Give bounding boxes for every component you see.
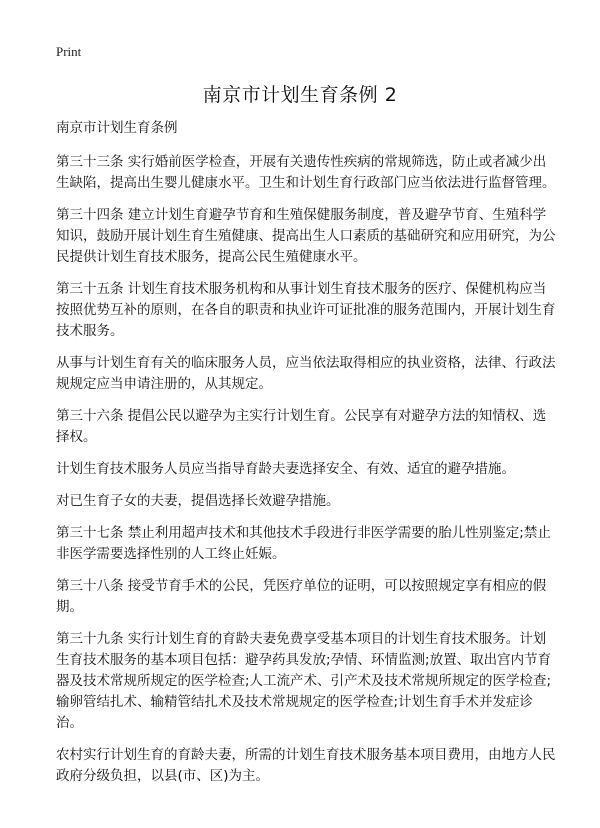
article-38-paragraph: 第三十八条 接受节育手术的公民，凭医疗单位的证明，可以按照规定享有相应的假期。: [56, 578, 547, 615]
print-link[interactable]: Print: [56, 44, 82, 59]
article-36-clause-2-paragraph: 计划生育技术服务人员应当指导育龄夫妻选择安全、有效、适宜的避孕措施。: [56, 461, 515, 477]
document-subtitle: 南京市计划生育条例: [56, 120, 178, 136]
page-title: 南京市计划生育条例 2: [202, 84, 398, 106]
article-33-paragraph: 第三十三条 实行婚前医学检查，开展有关遗传性疾病的常规筛选，防止或者减少出生缺陷，提高出生婴儿健康水平。卫生和计划生育行政部门应当依法进行监督管理。: [56, 154, 556, 191]
article-39-paragraph: 第三十九条 实行计划生育的育龄夫妻免费享受基本项目的计划生育技术服务。计划生育技术服务的基本项目包括：避孕药具发放;孕情、环情监测;放置、取出宫内节育器及技术常规所规定的医学检查;人工流产术、引产术及技术常规所规定的医学检查;输卵管结扎术、输精管结扎术及技术常规规定的医学检查;计划生育手术并发症诊治。: [56, 631, 552, 731]
article-35-clause-paragraph: 从事与计划生育有关的临床服务人员，应当依法取得相应的执业资格，法律、行政法规规定应当申请注册的，从其规定。: [56, 355, 556, 392]
article-36-paragraph: 第三十六条 提倡公民以避孕为主实行计划生育。公民享有对避孕方法的知情权、选择权。: [56, 408, 547, 445]
article-34-paragraph: 第三十四条 建立计划生育避孕节育和生殖保健服务制度，普及避孕节育、生殖科学知识，鼓励开展计划生育生殖健康、提高出生人口素质的基础研究和应用研究，为公民提供计划生育技术服务，提高公民生殖健康水平。: [56, 207, 556, 265]
document-body: [56, 118, 556, 798]
article-36-clause-3-paragraph: 对已生育子女的夫妻，提倡选择长效避孕措施。: [56, 493, 340, 509]
article-37-paragraph: 第三十七条 禁止利用超声技术和其他技术手段进行非医学需要的胎儿性别鉴定;禁止非医学需要选择性别的人工终止妊娠。: [56, 525, 551, 562]
article-35-paragraph: 第三十五条 计划生育技术服务机构和从事计划生育技术服务的医疗、保健机构应当按照优势互补的原则，在各自的职责和执业许可证批准的服务范围内，开展计划生育技术服务。: [56, 281, 556, 339]
article-39-clause-paragraph: 农村实行计划生育的育龄夫妻，所需的计划生育技术服务基本项目费用，由地方人民政府分级负担，以县(市、区)为主。: [56, 747, 556, 784]
